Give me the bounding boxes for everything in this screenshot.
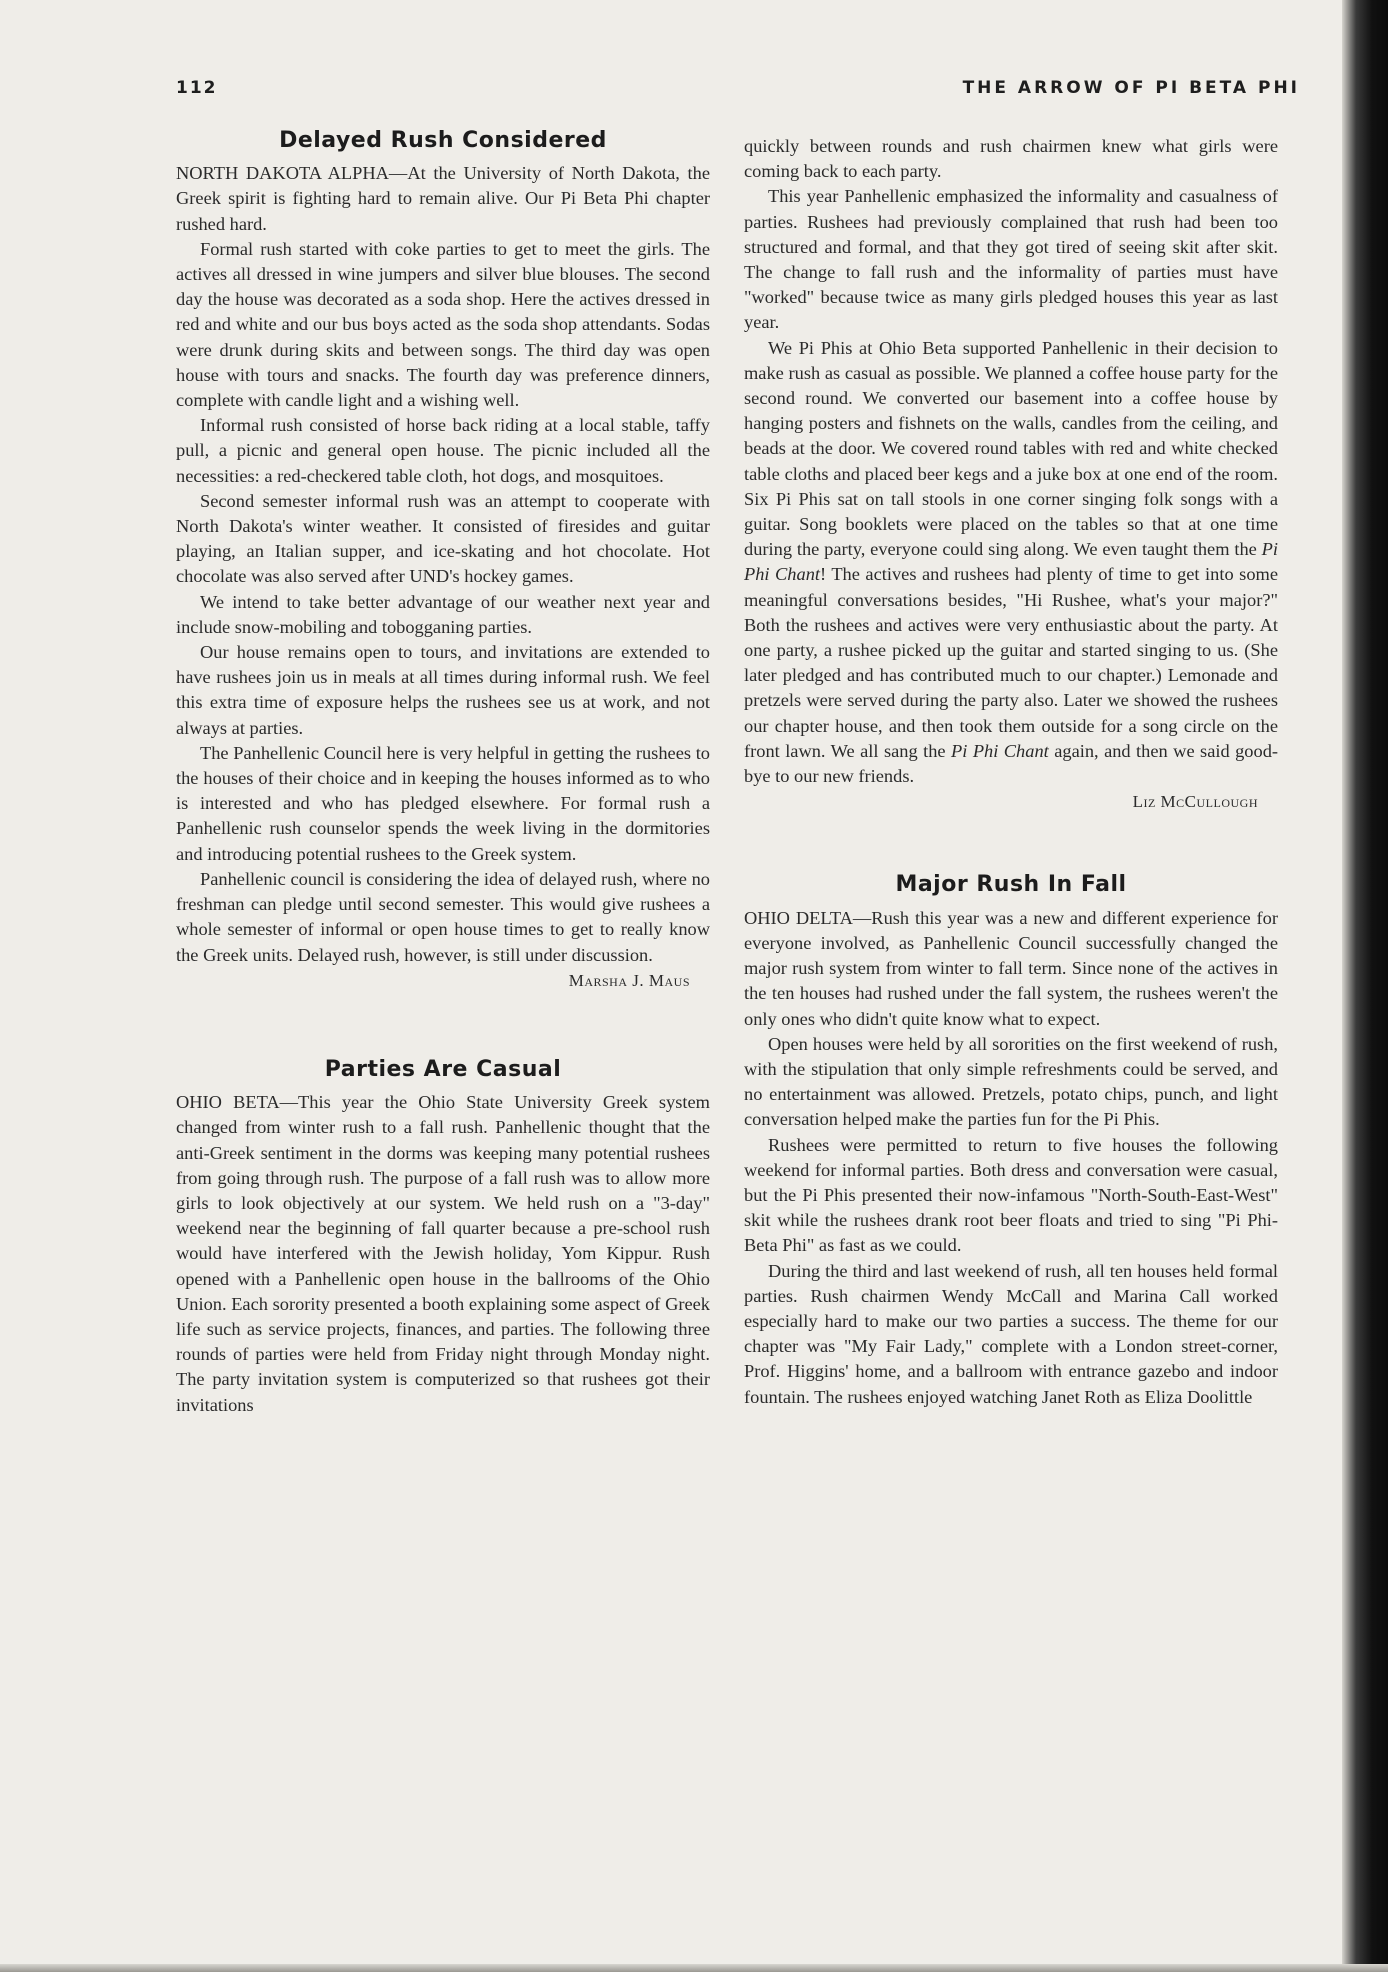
paragraph: OHIO DELTA—Rush this year was a new and different experience for everyone involved, as Panhellenic Council successfully changed the major rush system from winter to fall term. Since none of the actives in the ten houses had rushed under the fall system, the rushees weren't the only ones who didn't quite know what to expect. bbox=[744, 907, 1278, 1029]
paragraph: Open houses were held by all sororities on the first weekend of rush, with the stipulation that only simple refreshments could be served, and no entertainment was allowed. Pretzels, potato chips, punch, and light conversation helped make the parties fun for the Pi Phis. bbox=[744, 1033, 1278, 1130]
paragraph: OHIO BETA—This year the Ohio State University Greek system changed from winter rush to a fall rush. Panhellenic thought that the anti-Greek sentiment in the dorms was keeping many potential rushees from going through rush. The purpose of a fall rush was to allow more girls to look objectively at our system. We held rush on a "3-day" weekend near the beginning of fall quarter because a pre-school rush would have interfered with the Jewish holiday, Yom Kippur. Rush opened with a Panhellenic open house in the ballrooms of the Ohio Union. Each sorority presented a booth explaining some aspect of Greek life such as service projects, finances, and parties. The following three rounds of parties were held from Friday night through Monday night. The party invitation system is computerized so that rushees got their invitations bbox=[176, 1092, 710, 1415]
article-parties-casual-continued bbox=[744, 134, 1278, 814]
scan-binding-shadow bbox=[1342, 0, 1388, 1972]
page-number: 112 bbox=[176, 78, 218, 98]
page-header bbox=[176, 78, 1300, 102]
scan-bottom-edge bbox=[0, 1964, 1388, 1972]
paragraph: During the third and last weekend of rush, all ten houses held formal parties. Rush chairmen Wendy McCall and Marina Call worked especially hard to make our two parties a success. The theme for our chapter was "My Fair Lady," complete with a London street-corner, Prof. Higgins' home, and a ballroom with entrance gazebo and indoor fountain. The rushees enjoyed watching Janet Roth as Eliza Doolittle bbox=[744, 1260, 1278, 1407]
paragraph: Formal rush started with coke parties to get to meet the girls. The actives all dressed in wine jumpers and silver blue blouses. The second day the house was decorated as a soda shop. Here the actives dressed in red and white and our bus boys acted as the soda shop attendants. Sodas were drunk during skits and between songs. The third day was open house with tours and snacks. The fourth day was preference dinners, complete with candle light and a wishing well. bbox=[176, 238, 710, 411]
paragraph: Second semester informal rush was an attempt to cooperate with North Dakota's winter weather. It consisted of firesides and guitar playing, an Italian supper, and ice-skating and hot chocolate. Hot chocolate was also served after UND's hockey games. bbox=[176, 490, 710, 587]
paragraph: quickly between rounds and rush chairmen knew what girls were coming back to each party. bbox=[744, 136, 1278, 182]
article-title: Parties Are Casual bbox=[324, 1056, 562, 1082]
text-run: ! The actives and rushees had plenty of time to get into some meaningful conversations besides, "Hi Rushee, what's your major?" Both the rushees and actives were very enthusiastic about the party. At one party, a rushee picked up the guitar and started singing to us. (She later pledged and has contributed much to our chapter.) Lemonade and pretzels were served during the party also. Later we showed the rushees our chapter house, and then took them outside for a song circle on the front lawn. We all sang the bbox=[744, 564, 1278, 761]
paragraph: Rushees were permitted to return to five houses the following weekend for informal parties. Both dress and conversation were casual, but the Pi Phis presented their now-infamous "North-South-East-West" skit while the rushees drank root beer floats and tried to sing "Pi Phi-Beta Phi" as fast as we could. bbox=[744, 1134, 1278, 1256]
song-title: Pi Phi Chant bbox=[951, 740, 1049, 761]
paragraph: This year Panhellenic emphasized the informality and casualness of parties. Rushees had previously complained that rush had been too structured and formal, and that they got tired of seeing skit after skit. The change to fall rush and the informality of parties must have "worked" because twice as many girls pledged houses this year as last year. bbox=[744, 186, 1278, 333]
left-column bbox=[176, 128, 710, 1418]
paragraph: The Panhellenic Council here is very helpful in getting the rushees to the houses of their choice and in keeping the houses informed as to who is interested and who has pledged elsewhere. For formal rush a Panhellenic rush counselor spends the week living in the dormitories and introducing potential rushees to the Greek system. bbox=[176, 742, 710, 864]
paragraph: Panhellenic council is considering the idea of delayed rush, where no freshman can pledge until second semester. This would give rushees a whole semester of informal or open house times to get to really know the Greek units. Delayed rush, however, is still under discussion. bbox=[176, 868, 710, 965]
text-run: We Pi Phis at Ohio Beta supported Panhellenic in their decision to make rush as casual as possible. We planned a coffee house party for the second round. We converted our basement into a coffee house by hanging posters and fishnets on the walls, candles from the ceiling, and beads at the door. We covered round tables with red and white checked table cloths and placed beer kegs and a juke box at one end of the room. Six Pi Phis sat on tall stools in one corner singing folk songs with a guitar. Song booklets were placed on the tables so that at one time during the party, everyone could sing along. We even taught them the bbox=[744, 337, 1278, 560]
article-major-rush bbox=[744, 872, 1278, 1409]
running-title: THE ARROW OF PI BETA PHI bbox=[962, 78, 1300, 98]
text-run: again, and then we said good-bye to our new friends. bbox=[744, 740, 1279, 787]
article-title: Major Rush In Fall bbox=[895, 872, 1127, 898]
paragraph: We intend to take better advantage of our weather next year and include snow-mobiling and tobogganing parties. bbox=[176, 591, 710, 637]
author-signature: Marsha J. Maus bbox=[568, 970, 690, 990]
song-title: Pi Phi Chant bbox=[744, 539, 1278, 585]
author-signature: Liz McCullough bbox=[1132, 792, 1258, 812]
article-title: Delayed Rush Considered bbox=[279, 128, 607, 153]
paragraph: NORTH DAKOTA ALPHA—At the University of North Dakota, the Greek spirit is fighting hard to remain alive. Our Pi Beta Phi chapter rushed hard. bbox=[176, 163, 710, 234]
paragraph: Informal rush consisted of horse back riding at a local stable, taffy pull, a picnic and general open house. The picnic included all the necessities: a red-checkered table cloth, hot dogs, and mosquitoes. bbox=[176, 415, 710, 486]
article-delayed-rush bbox=[176, 128, 710, 993]
right-column bbox=[744, 134, 1278, 1410]
article-parties-casual bbox=[176, 1057, 710, 1418]
paragraph: Our house remains open to tours, and invitations are extended to have rushees join us in meals at all times during informal rush. We feel this extra time of exposure helps the rushees see us at work, and not always at parties. bbox=[176, 642, 710, 738]
paragraph bbox=[744, 336, 1278, 790]
